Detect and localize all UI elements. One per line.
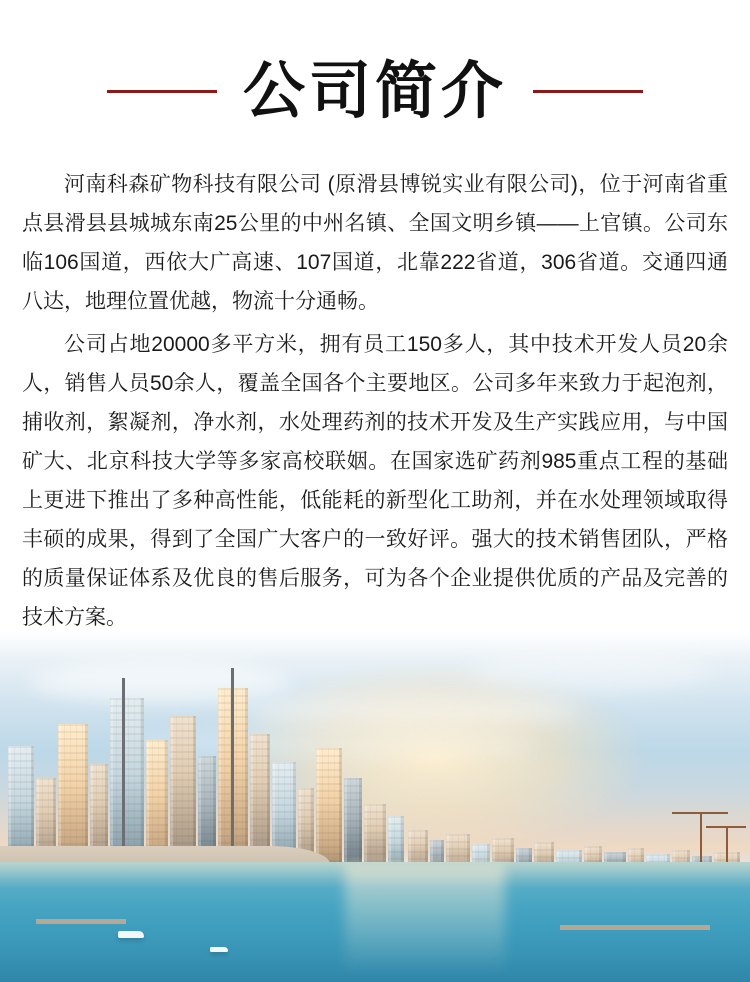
company-profile-body <box>0 165 750 637</box>
boat <box>210 947 228 952</box>
construction-crane-arm <box>672 812 728 814</box>
boat <box>118 931 144 938</box>
pier <box>36 919 126 924</box>
paragraph-location: 河南科森矿物科技有限公司 (原滑县博锐实业有限公司)，位于河南省重点县滑县县城城东南25公里的中州名镇、全国文明乡镇——上官镇。公司东临106国道，西依大广高速、107国道，北靠222省道，306省道。交通四通八达，地理位置优越，物流十分通畅。 <box>22 173 728 313</box>
antenna-spire <box>231 668 234 874</box>
city-skyline-waterfront-photo <box>0 632 750 982</box>
water-shimmer <box>345 864 505 974</box>
building <box>344 778 362 874</box>
construction-crane-arm <box>706 826 746 828</box>
page-title: 公司简介 <box>242 56 507 126</box>
paragraph-company-overview: 公司占地20000多平方米，拥有员工150多人，其中技术开发人员20余人，销售人员50余人，覆盖全国各个主要地区。公司多年来致力于起泡剂，捕收剂，絮凝剂，净水剂，水处理药剂的技术开发及生产实践应用，与中国矿大、北京科技大学等多家高校联姻。在国家选矿药剂985重点工程的基础上更进下推出了多种高性能，低能耗的新型化工助剂，并在水处理领域取得丰硕的成果，得到了全国广大客户的一致好评。强大的技术销售团队，严格的质量保证体系及优良的售后服务，可为各个企业提供优质的产品及完善的技术方案。 <box>22 333 728 629</box>
page-title-block <box>0 0 750 165</box>
antenna-spire <box>122 678 125 874</box>
title-rule-right <box>533 90 643 93</box>
skyline-buildings <box>0 632 750 874</box>
title-rule-left <box>107 90 217 93</box>
pier <box>560 925 710 930</box>
